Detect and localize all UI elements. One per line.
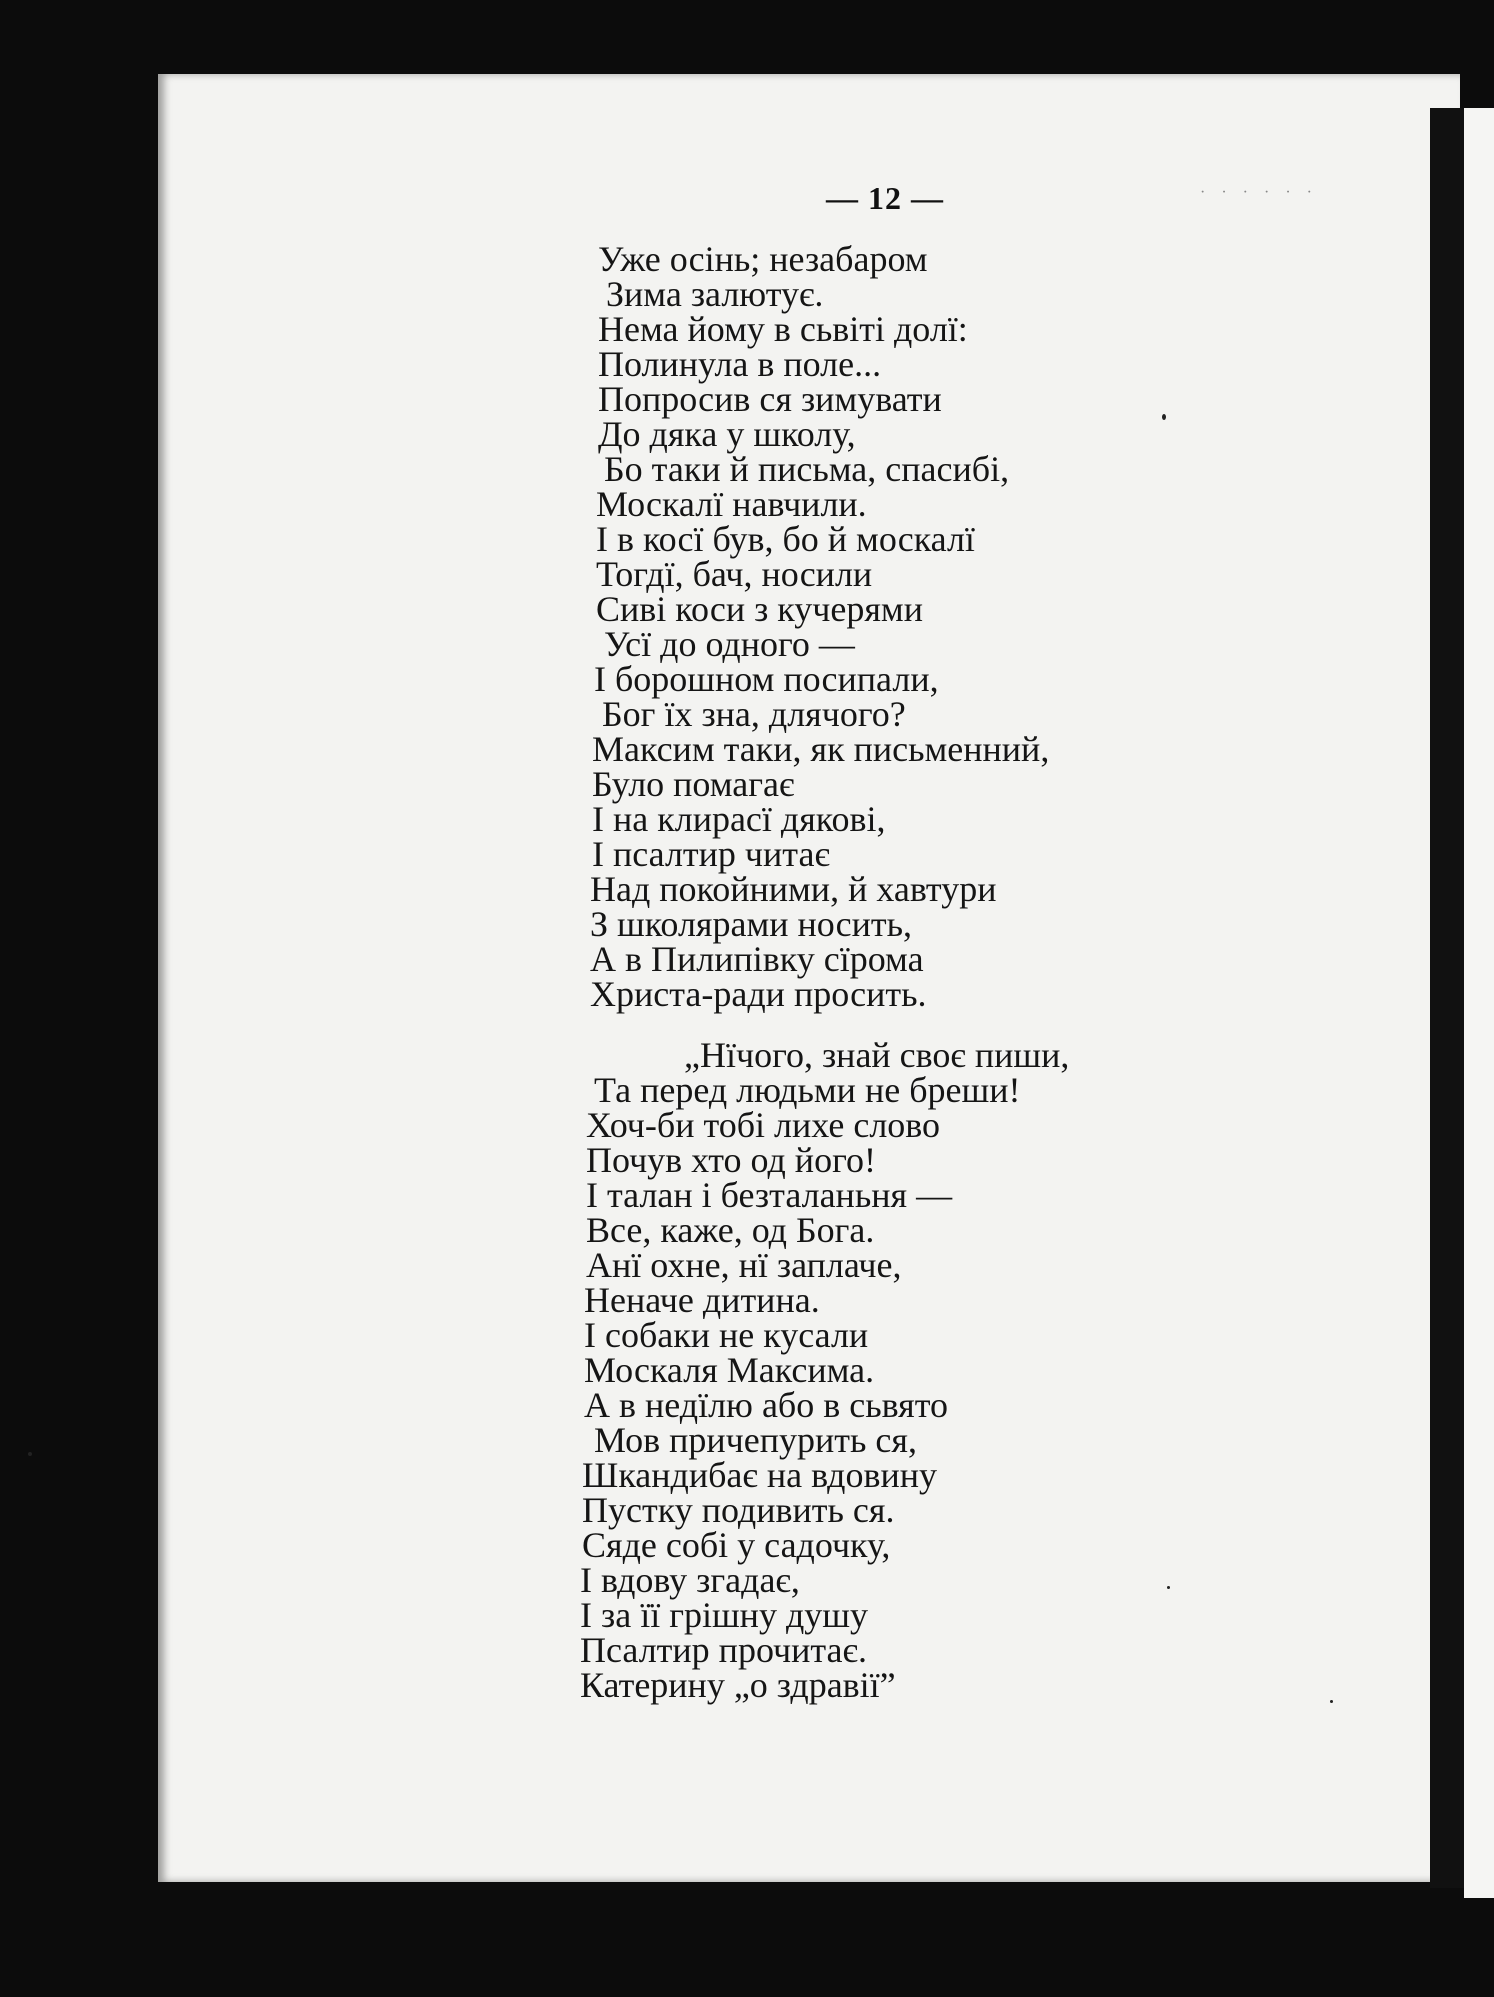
poem-line: Зима залютує. <box>606 274 824 314</box>
poem-line: Все, каже, од Бога. <box>586 1210 875 1250</box>
poem-line: Почув хто од його! <box>586 1140 876 1180</box>
poem-line: Нема йому в сьвіті долї: <box>598 309 968 349</box>
scan-noise-dots: · · · · · · <box>1200 184 1318 201</box>
poem-line: Та перед людьми не бреши! <box>594 1070 1021 1110</box>
poem-line: І талан і безталаньня — <box>586 1175 953 1215</box>
poem-line: Сиві коси з кучерями <box>596 589 923 629</box>
poem-line: Хоч-би тобі лихе слово <box>586 1105 941 1145</box>
poem-line: До дяка у школу, <box>598 414 856 454</box>
poem-line: Сяде собі у садочку, <box>582 1525 891 1565</box>
poem-line: Було помагає <box>592 764 795 804</box>
poem-line: Москаля Максима. <box>584 1350 875 1390</box>
poem-line: Уже осінь; незабаром <box>598 239 928 279</box>
page-number: — 12 — <box>826 180 944 216</box>
poem-line: З школярами носить, <box>590 904 913 944</box>
scan-speck <box>28 1452 32 1456</box>
poem-line: Усї до одного — <box>604 624 855 664</box>
poem-line: Бог їх зна, длячого? <box>602 694 906 734</box>
poem-text <box>580 239 1260 1705</box>
scan-speck <box>1330 1700 1333 1703</box>
poem-line: Тогдї, бач, носили <box>596 554 873 594</box>
poem-line: І вдову згадає, <box>580 1560 800 1600</box>
poem-line: Бо таки й письма, спасибі, <box>604 449 1010 489</box>
poem-line: Москалї навчили. <box>596 484 867 524</box>
poem-line: А в Пилипівку сїрома <box>590 939 924 979</box>
poem-line: Попросив ся зимувати <box>598 379 942 419</box>
poem-line: Неначе дитина. <box>584 1280 820 1320</box>
poem-line: Христа-ради просить. <box>590 974 927 1014</box>
poem-line: Анї охне, нї заплаче, <box>586 1245 902 1285</box>
poem-line: Над покойними, й хавтури <box>590 869 997 909</box>
next-page-edge <box>1464 108 1494 1898</box>
poem-line: Шкандибає на вдовину <box>582 1455 938 1495</box>
poem-line: І на клирасї дякові, <box>592 799 886 839</box>
poem-line: І псалтир читає <box>592 834 830 874</box>
poem-line: Катерину „о здравії” <box>580 1665 896 1705</box>
poem-line: І собаки не кусали <box>584 1315 869 1355</box>
page-gutter-shadow <box>1430 108 1464 1888</box>
scan-speck <box>1167 1586 1170 1589</box>
poem-line: Максим таки, як письменний, <box>592 729 1050 769</box>
poem-line: Псалтир прочитає. <box>580 1630 867 1670</box>
poem-line: „Нїчого, знай своє пиши, <box>684 1035 1070 1075</box>
poem-line: І борошном посипали, <box>594 659 939 699</box>
scan-speck <box>1162 414 1166 420</box>
poem-line: І за її грішну душу <box>580 1595 868 1635</box>
poem-line: Пустку подивить ся. <box>582 1490 895 1530</box>
poem-line: І в косї був, бо й москалї <box>596 519 975 559</box>
poem-line: А в недїлю або в сьвято <box>584 1385 948 1425</box>
poem-line: Полинула в поле... <box>598 344 882 384</box>
poem-line: Мов причепурить ся, <box>594 1420 917 1460</box>
